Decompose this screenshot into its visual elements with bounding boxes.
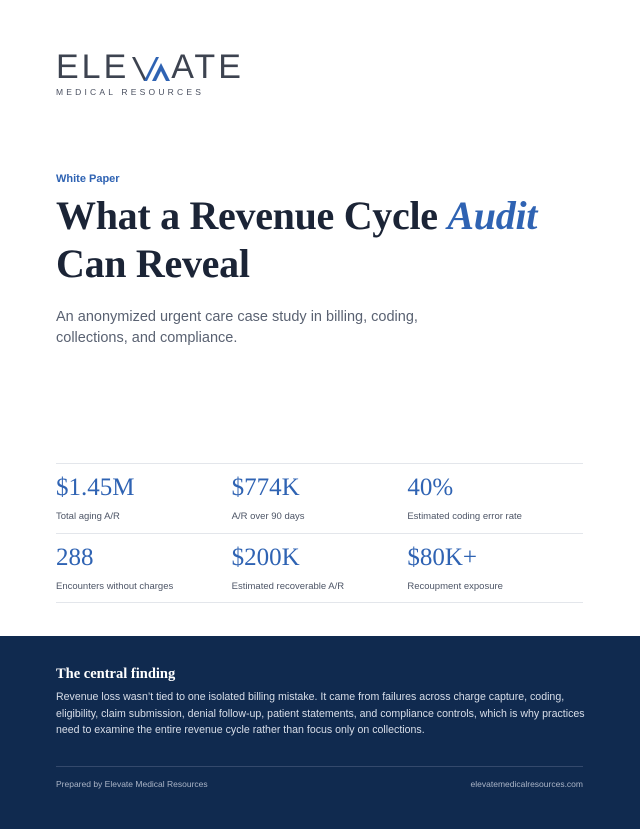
- stat-value: $200K: [231, 544, 300, 571]
- stat-label: Recoupment exposure: [407, 581, 503, 592]
- footer-divider: [56, 766, 583, 767]
- logo-v-mark-icon: [130, 54, 170, 84]
- stat-value: 40%: [407, 474, 454, 501]
- stat-label: Estimated coding error rate: [407, 511, 522, 522]
- stat-label: Encounters without charges: [56, 581, 174, 592]
- central-finding-text: Revenue loss wasn’t tied to one isolated billing mistake. It came from failures across charge capture, coding, eligibility, claim submission, denial follow-up, patient statements, and compliance controls, which is why practices need to examine the entire revenue cycle rather than focus only on collections.: [56, 691, 585, 736]
- stat-recoverable-ar: [232, 534, 408, 602]
- stat-ar-over-90: [232, 464, 408, 533]
- stats-row-2: [56, 533, 583, 603]
- key-stats-grid: [56, 463, 583, 603]
- logo-tagline: MEDICAL RESOURCES: [56, 87, 205, 97]
- page-title: [56, 192, 616, 288]
- stat-value: $774K: [231, 474, 300, 501]
- stats-row-1: [56, 463, 583, 533]
- prepared-by-text: Prepared by Elevate Medical Resources: [56, 779, 208, 789]
- stat-label: Estimated recoverable A/R: [231, 581, 345, 592]
- stat-encounters-without-charges: [56, 534, 232, 602]
- stat-label: A/R over 90 days: [231, 511, 305, 522]
- title-accent-word: Audit: [447, 193, 538, 238]
- stat-label: Total aging A/R: [56, 511, 120, 522]
- logo-word-left: ELE: [56, 48, 130, 86]
- central-finding-title: The central finding: [56, 666, 176, 682]
- title-part-2: Can Reveal: [56, 241, 250, 286]
- stat-value: 288: [56, 544, 94, 571]
- logo-wordmark: [56, 50, 244, 84]
- company-logo: [56, 50, 244, 97]
- stat-coding-error-rate: [407, 464, 583, 533]
- stat-value: $1.45M: [56, 474, 135, 501]
- document-type-label: White Paper: [56, 173, 120, 185]
- central-finding-section: [0, 636, 640, 829]
- logo-word-right: ATE: [171, 48, 244, 86]
- website-link[interactable]: elevatemedicalresources.com: [470, 779, 583, 789]
- stat-value: $80K+: [407, 544, 477, 571]
- stat-recoupment-exposure: [407, 534, 583, 602]
- page-subtitle: An anonymized urgent care case study in billing, coding, collections, and compliance.: [56, 309, 418, 346]
- title-part-1: What a Revenue Cycle: [56, 193, 448, 238]
- stat-total-aging-ar: [56, 464, 232, 533]
